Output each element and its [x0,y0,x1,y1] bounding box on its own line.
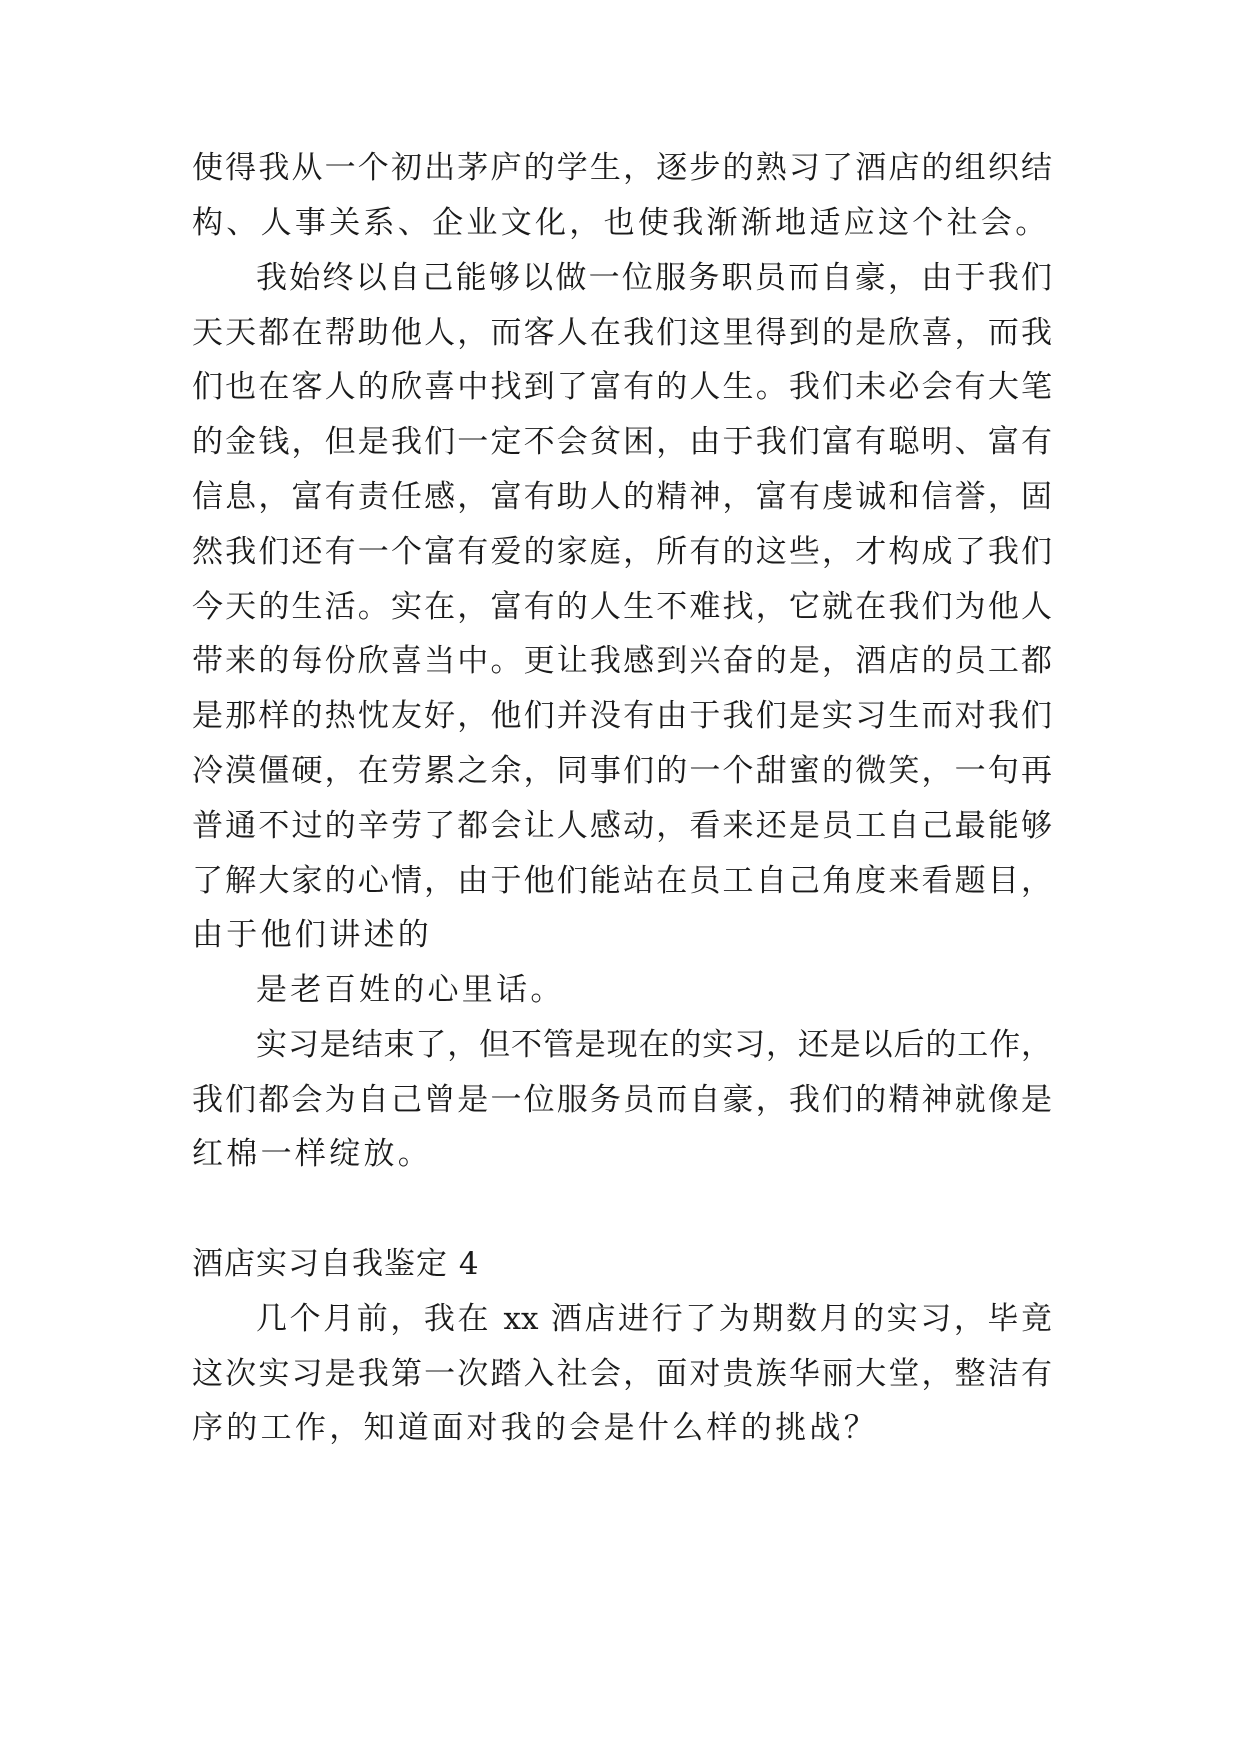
paragraph-line: 是那样的热忱友好，他们并没有由于我们是实习生而对我们 [192,698,1052,734]
paragraph-line: 由于他们讲述的 [192,917,433,953]
paragraph-line: 构、人事关系、企业文化，也使我渐渐地适应这个社会。 [192,205,1050,241]
paragraph-line: 信息，富有责任感，富有助人的精神，富有虔诚和信誉，固 [192,479,1052,515]
paragraph-line: 了解大家的心情，由于他们能站在员工自己角度来看题目， [192,863,1052,899]
section-heading: 酒店实习自我鉴定 4 [192,1246,480,1282]
paragraph-line: 的金钱，但是我们一定不会贫困，由于我们富有聪明、富有 [192,424,1052,460]
paragraph-line: 序的工作，知道面对我的会是什么样的挑战？ [192,1410,878,1446]
paragraph-line: 实习是结束了，但不管是现在的实习，还是以后的工作， [256,1027,1052,1063]
paragraph-line: 带来的每份欣喜当中。更让我感到兴奋的是，酒店的员工都 [192,643,1052,679]
paragraph-line: 们也在客人的欣喜中找到了富有的人生。我们未必会有大笔 [192,369,1052,405]
paragraph-line: 我们都会为自己曾是一位服务员而自豪，我们的精神就像是 [192,1082,1052,1118]
paragraph-line: 这次实习是我第一次踏入社会，面对贵族华丽大堂，整洁有 [192,1356,1052,1392]
paragraph-line: 天天都在帮助他人，而客人在我们这里得到的是欣喜，而我 [192,315,1052,351]
paragraph-line: 今天的生活。实在，富有的人生不难找，它就在我们为他人 [192,589,1052,625]
paragraph-line: 红棉一样绽放。 [192,1136,433,1172]
paragraph-line: 普通不过的辛劳了都会让人感动，看来还是员工自己最能够 [192,808,1052,844]
paragraph-line: 是老百姓的心里话。 [256,972,565,1008]
paragraph-line: 然我们还有一个富有爱的家庭，所有的这些，才构成了我们 [192,534,1052,570]
paragraph-line: 使得我从一个初出茅庐的学生，逐步的熟习了酒店的组织结 [192,150,1052,186]
paragraph-line: 冷漠僵硬，在劳累之余，同事们的一个甜蜜的微笑，一句再 [192,753,1052,789]
paragraph-line: 几个月前，我在 xx 酒店进行了为期数月的实习，毕竟 [256,1301,1052,1337]
paragraph-line: 我始终以自己能够以做一位服务职员而自豪，由于我们 [256,260,1052,296]
